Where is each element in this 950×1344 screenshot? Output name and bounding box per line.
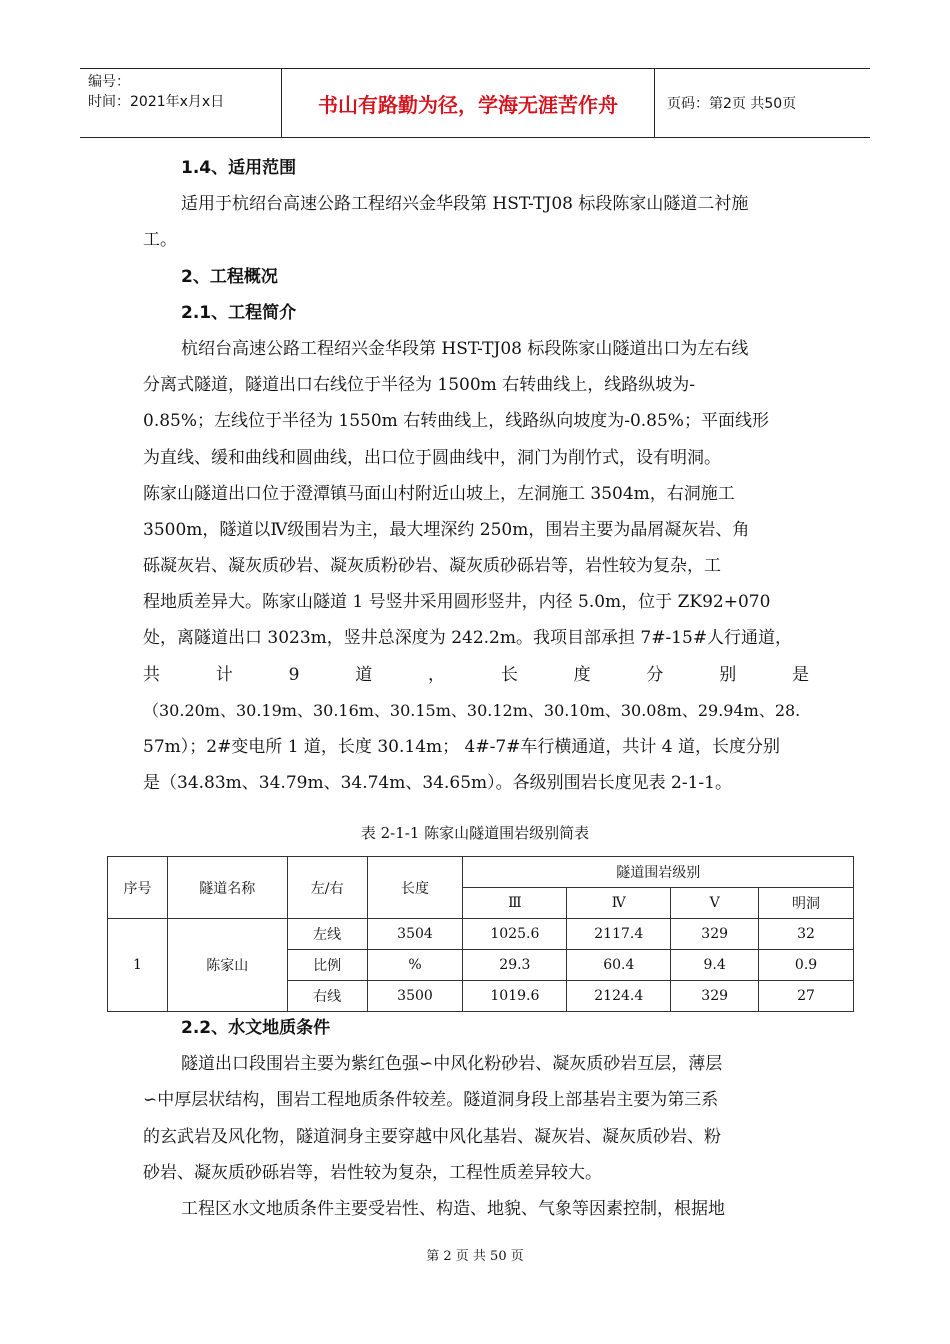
spread-char: 别 — [719, 664, 737, 685]
paragraph-line: 处，离隧道出口 3023m，竖井总深度为 242.2m。我项目部承担 7#-15#人行通道， — [143, 628, 793, 649]
cell-value: 32 — [759, 919, 854, 950]
cell-side: 左线 — [287, 919, 367, 950]
cell-value: 9.4 — [671, 950, 759, 981]
page-info: 页码：第2页 共50页 — [667, 96, 797, 112]
spread-char: 是 — [792, 664, 809, 685]
paragraph-line: 工。 — [143, 230, 177, 251]
paragraph-line: （30.20m、30.19m、30.16m、30.15m、30.12m、30.10m、30.08m、29.94m、28. — [143, 700, 801, 720]
rock-grade-table — [107, 856, 854, 1012]
paragraph-line: 工程区水文地质条件主要受岩性、构造、地貌、气象等因素控制，根据地 — [181, 1198, 725, 1219]
heading: 2.2、水文地质条件 — [181, 1018, 331, 1038]
paragraph-line: 分离式隧道，隧道出口右线位于半径为 1500m 右转曲线上，线路纵坡为- — [143, 375, 695, 396]
cell-side: 右线 — [287, 981, 367, 1012]
cell-name: 陈家山 — [167, 919, 287, 1012]
spread-char: 度 — [573, 664, 591, 685]
header-grade-group: 隧道围岩级别 — [463, 857, 854, 888]
header-length: 长度 — [367, 857, 463, 919]
cell-value: 0.9 — [759, 950, 854, 981]
header-side: 左/右 — [287, 857, 367, 919]
paragraph-line: 适用于杭绍台高速公路工程绍兴金华段第 HST-TJ08 标段陈家山隧道二衬施 — [181, 194, 749, 215]
header-meta — [80, 69, 282, 137]
cell-length: 3500 — [367, 981, 463, 1012]
cell-side: 比例 — [287, 950, 367, 981]
cell-value: 27 — [759, 981, 854, 1012]
cell-value: 329 — [671, 919, 759, 950]
header-name: 隧道名称 — [167, 857, 287, 919]
spread-char: 计 — [215, 664, 233, 685]
cell-value: 1025.6 — [463, 919, 567, 950]
header-grade: Ⅴ — [671, 888, 759, 919]
spread-char: ， — [428, 664, 446, 685]
paragraph-line: 砂岩、凝灰质砂砾岩等，岩性较为复杂，工程性质差异较大。 — [143, 1162, 602, 1183]
cell-length: % — [367, 950, 463, 981]
time-label: 时间：2021年x月x日 — [88, 94, 225, 110]
cell-value: 29.3 — [463, 950, 567, 981]
page-footer: 第 2 页 共 50 页 — [426, 1249, 524, 1264]
paragraph-line: 隧道出口段围岩主要为紫红色强∽中风化粉砂岩、凝灰质砂岩互层，薄层 — [181, 1054, 723, 1075]
table-caption: 表 2-1-1 陈家山隧道围岩级别简表 — [360, 824, 590, 842]
paragraph-line: 0.85%；左线位于半径为 1550m 右转曲线上，线路纵向坡度为-0.85%；平面线形 — [143, 411, 769, 432]
header-grade: Ⅲ — [463, 888, 567, 919]
paragraph-line: 为直线、缓和曲线和圆曲线，出口位于圆曲线中，洞门为削竹式，设有明洞。 — [143, 447, 721, 468]
heading: 1.4、适用范围 — [181, 158, 297, 178]
spread-line — [143, 657, 809, 693]
cell-value: 60.4 — [567, 950, 671, 981]
paragraph-line: 陈家山隧道出口位于澄潭镇马面山村附近山坡上，左洞施工 3504m，右洞施工 — [143, 483, 735, 504]
cell-value: 2117.4 — [567, 919, 671, 950]
spread-char: 长 — [500, 664, 518, 685]
heading: 2、工程概况 — [181, 266, 278, 287]
motto: 书山有路勤为径，学海无涯苦作舟 — [282, 69, 655, 137]
cell-value: 1019.6 — [463, 981, 567, 1012]
table-row — [108, 919, 854, 950]
header-grade: Ⅳ — [567, 888, 671, 919]
spread-char: 9 — [288, 664, 300, 685]
page-header — [80, 68, 870, 138]
cell-value: 2124.4 — [567, 981, 671, 1012]
cell-length: 3504 — [367, 919, 463, 950]
body-text-2 — [143, 1010, 809, 1227]
paragraph-line: 3500m，隧道以Ⅳ级围岩为主，最大埋深约 250m，围岩主要为晶屑凝灰岩、角 — [143, 519, 750, 540]
paragraph-line: 的玄武岩及风化物，隧道洞身主要穿越中风化基岩、凝灰岩、凝灰质砂岩、粉 — [143, 1126, 721, 1147]
number-label: 编号： — [88, 74, 130, 90]
spread-char: 分 — [646, 664, 664, 685]
cell-seq: 1 — [108, 919, 168, 1012]
paragraph-line: 杭绍台高速公路工程绍兴金华段第 HST-TJ08 标段陈家山隧道出口为左右线 — [181, 338, 749, 359]
table-header-row — [108, 857, 854, 888]
header-seq: 序号 — [108, 857, 168, 919]
spread-char: 共 — [143, 664, 160, 685]
header-grade: 明洞 — [759, 888, 854, 919]
body-text — [143, 150, 809, 801]
paragraph-line: 程地质差异大。陈家山隧道 1 号竖井采用圆形竖井，内径 5.0m，位于 ZK92+070 — [143, 592, 771, 613]
paragraph-line: 是（34.83m、34.79m、34.74m、34.65m）。各级别围岩长度见表 2-1-1。 — [143, 773, 732, 794]
spread-char: 道 — [355, 664, 373, 685]
paragraph-line: 57m）；2#变电所 1 道，长度 30.14m； 4#-7#车行横通道，共计 4 道，长度分别 — [143, 737, 781, 757]
heading: 2.1、工程简介 — [181, 302, 297, 323]
paragraph-line: ∽中厚层状结构，围岩工程地质条件较差。隧道洞身段上部基岩主要为第三系 — [143, 1090, 719, 1111]
paragraph-line: 砾凝灰岩、凝灰质砂岩、凝灰质粉砂岩、凝灰质砂砾岩等，岩性较为复杂，工 — [143, 556, 721, 577]
cell-value: 329 — [671, 981, 759, 1012]
